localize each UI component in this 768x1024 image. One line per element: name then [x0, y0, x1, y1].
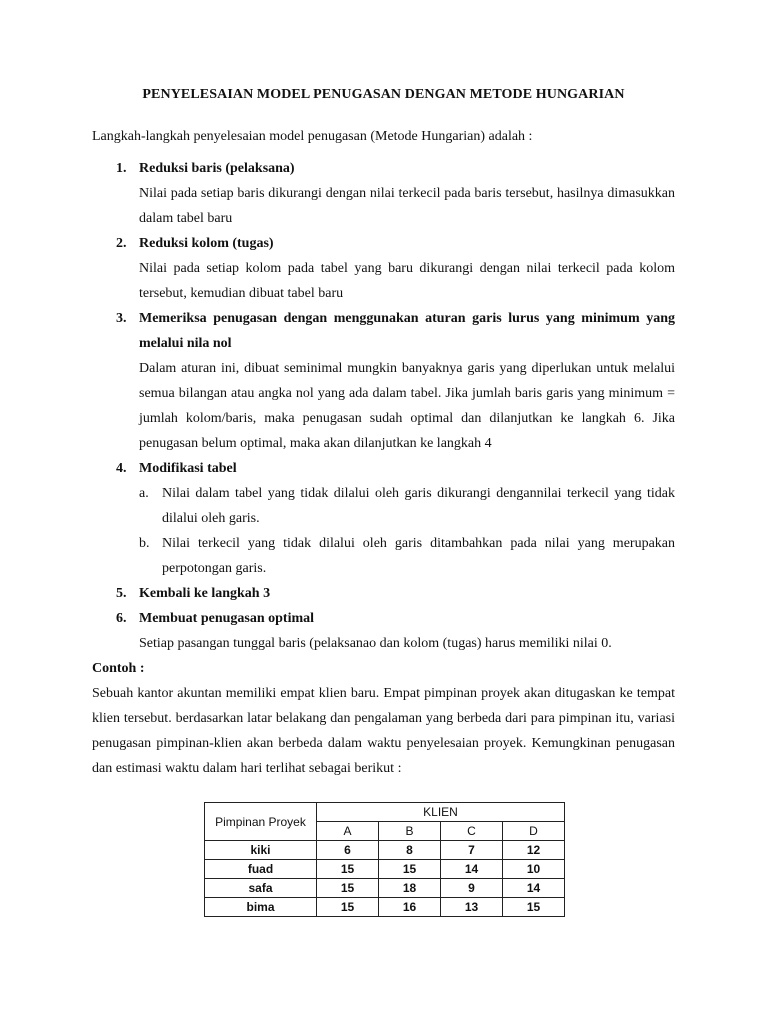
- substep-letter: a.: [139, 486, 149, 501]
- list-item-step-6: [92, 606, 675, 656]
- step-number: 1.: [116, 161, 127, 176]
- step-number: 2.: [116, 236, 127, 251]
- table-cell: 6: [317, 841, 379, 860]
- step-heading: Memeriksa penugasan dengan menggunakan aturan garis lurus yang minimum yang melalui nila nol: [139, 311, 675, 351]
- intro-text: Langkah-langkah penyelesaian model penugasan (Metode Hungarian) adalah :: [92, 129, 533, 144]
- table-row: [205, 898, 565, 917]
- substep-letter: b.: [139, 536, 150, 551]
- table-cell: 15: [503, 898, 565, 917]
- list-item-substep-b: [139, 531, 675, 581]
- example-paragraph: Sebuah kantor akuntan memiliki empat klien baru. Empat pimpinan proyek akan ditugaskan ke tempat klien tersebut. berdasarkan latar belakang dan pengalaman yang berbeda dari para pimpinan itu, variasi penugasan pimpinan-klien akan berbeda dalam waktu penyelesaian proyek. Kemungkinan penugasan dan estimasi waktu dalam hari terlihat sebagai berikut :: [92, 686, 675, 776]
- table-cell: 15: [317, 898, 379, 917]
- list-item-substep-a: [139, 481, 675, 531]
- substeps-list: [139, 481, 675, 581]
- column-header: C: [441, 822, 503, 841]
- step-body: Nilai pada setiap baris dikurangi dengan nilai terkecil pada baris tersebut, hasilnya dimasukkan dalam tabel baru: [139, 186, 675, 226]
- column-header: D: [503, 822, 565, 841]
- row-name-cell: fuad: [205, 860, 317, 879]
- step-body: Setiap pasangan tunggal baris (pelaksanao dan kolom (tugas) harus memiliki nilai 0.: [139, 636, 612, 651]
- table-row: [205, 879, 565, 898]
- table-cell: 9: [441, 879, 503, 898]
- assignment-table: [204, 802, 565, 917]
- list-item-step-3: [92, 306, 675, 456]
- step-number: 4.: [116, 461, 127, 476]
- step-heading: Kembali ke langkah 3: [139, 586, 271, 601]
- table-cell: 10: [503, 860, 565, 879]
- table-cell: 15: [379, 860, 441, 879]
- table-cell: 12: [503, 841, 565, 860]
- list-item-step-1: [92, 156, 675, 231]
- table-cell: 15: [317, 860, 379, 879]
- table-cell: 8: [379, 841, 441, 860]
- row-name-cell: safa: [205, 879, 317, 898]
- table-cell: 15: [317, 879, 379, 898]
- table-cell: 14: [503, 879, 565, 898]
- table-header-row: [205, 803, 565, 822]
- substep-text: Nilai terkecil yang tidak dilalui oleh garis ditambahkan pada nilai yang merupakan perpotongan garis.: [162, 536, 675, 576]
- table-row: [205, 841, 565, 860]
- steps-list: [92, 156, 675, 656]
- column-header: B: [379, 822, 441, 841]
- step-number: 3.: [116, 311, 127, 326]
- row-header-cell: Pimpinan Proyek: [205, 803, 317, 841]
- row-name-cell: bima: [205, 898, 317, 917]
- list-item-step-4: [92, 456, 675, 581]
- example-label: Contoh :: [92, 661, 145, 676]
- step-body: Nilai pada setiap kolom pada tabel yang baru dikurangi dengan nilai terkecil pada kolom tersebut, kemudian dibuat tabel baru: [139, 261, 675, 301]
- step-heading: Membuat penugasan optimal: [139, 611, 315, 626]
- step-body: Dalam aturan ini, dibuat seminimal mungkin banyaknya garis yang diperlukan untuk melalui semua bilangan atau angka nol yang ada dalam tabel. Jika jumlah baris garis yang minimum = jumlah kolom/baris, maka penugasan sudah optimal dan dilanjutkan ke langkah 6. Jika penugasan belum optimal, maka akan dilanjutkan ke langkah 4: [139, 361, 675, 451]
- substep-text: Nilai dalam tabel yang tidak dilalui oleh garis dikurangi dengannilai terkecil yang tidak dilalui oleh garis.: [162, 486, 675, 526]
- document-title: PENYELESAIAN MODEL PENUGASAN DENGAN METODE HUNGARIAN: [142, 87, 625, 102]
- table-cell: 18: [379, 879, 441, 898]
- group-header-cell: KLIEN: [317, 803, 565, 822]
- column-header: A: [317, 822, 379, 841]
- step-number: 5.: [116, 586, 127, 601]
- document-page: [92, 82, 675, 781]
- table-cell: 14: [441, 860, 503, 879]
- step-number: 6.: [116, 611, 127, 626]
- table-cell: 7: [441, 841, 503, 860]
- step-heading: Modifikasi tabel: [139, 461, 237, 476]
- step-heading: Reduksi kolom (tugas): [139, 236, 274, 251]
- list-item-step-5: [92, 581, 675, 606]
- table-cell: 13: [441, 898, 503, 917]
- row-name-cell: kiki: [205, 841, 317, 860]
- table-cell: 16: [379, 898, 441, 917]
- step-heading: Reduksi baris (pelaksana): [139, 161, 295, 176]
- table-row: [205, 860, 565, 879]
- list-item-step-2: [92, 231, 675, 306]
